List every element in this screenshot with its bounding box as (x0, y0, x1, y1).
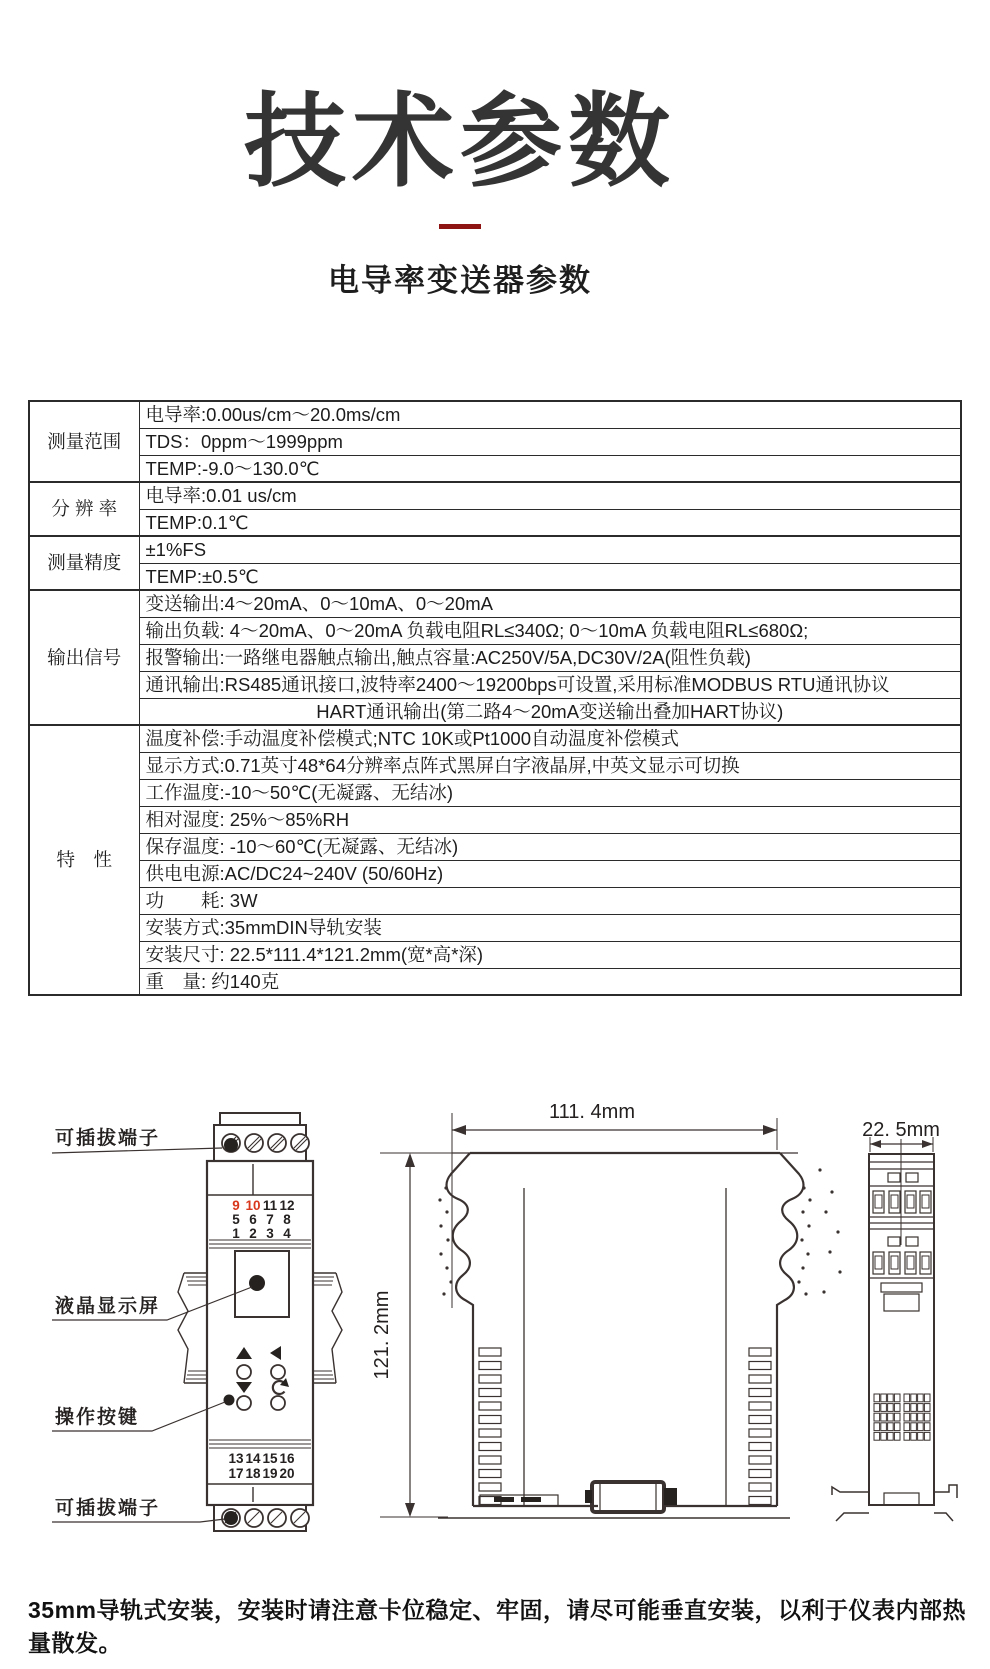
terminal-number: 13 (228, 1451, 244, 1466)
spec-value: 相对湿度: 25%～85%RH (139, 806, 961, 833)
spec-value: ±1%FS (139, 536, 961, 563)
spec-row (29, 455, 961, 482)
spec-value: TEMP:±0.5℃ (139, 563, 961, 590)
lcd-callout-dot (249, 1275, 265, 1291)
vent-slots-right (749, 1348, 771, 1505)
spec-row (29, 887, 961, 914)
spec-value: 保存温度: -10～60℃(无凝露、无结冰) (139, 833, 961, 860)
terminal-number: 19 (262, 1466, 278, 1481)
terminal-number-panel-bottom (228, 1451, 295, 1481)
spec-value: 报警输出:一路继电器触点输出,触点容量:AC250V/5A,DC30V/2A(阻性负载) (139, 644, 961, 671)
top-callout-dot (224, 1138, 238, 1152)
title-accent-dash (439, 224, 481, 229)
buttons-callout-dot (224, 1395, 235, 1406)
spec-row (29, 509, 961, 536)
spec-row (29, 482, 961, 509)
din-rail-right (313, 1273, 342, 1383)
spec-row (29, 752, 961, 779)
spec-value: HART通讯输出(第二路4～20mA变送输出叠加HART协议) (139, 698, 961, 725)
terminal-number: 7 (266, 1212, 274, 1227)
spec-value: 输出负载: 4～20mA、0～20mA 负载电阻RL≤340Ω; 0～10mA 负载电阻RL≤680Ω; (139, 617, 961, 644)
terminal-number: 5 (232, 1212, 240, 1227)
spec-value: 功 耗: 3W (139, 887, 961, 914)
spec-row (29, 725, 961, 752)
spec-value: 安装方式:35mmDIN导轨安装 (139, 914, 961, 941)
front-view (52, 1113, 342, 1531)
terminal-number: 3 (266, 1226, 274, 1241)
side-view (371, 1101, 842, 1518)
spec-value: TDS：0ppm～1999ppm (139, 428, 961, 455)
spec-value: 电导率:0.00us/cm～20.0ms/cm (139, 401, 961, 428)
terminal-number: 10 (245, 1198, 261, 1213)
spec-group-label: 特 性 (29, 725, 139, 995)
spec-value: TEMP:0.1℃ (139, 509, 961, 536)
terminal-number: 14 (245, 1451, 261, 1466)
hatch-speckles (438, 1168, 841, 1295)
callout-lcd-label: 液晶显示屏 (55, 1296, 161, 1317)
rail-claw-left (447, 1153, 473, 1506)
installation-drawings (0, 1040, 990, 1640)
callout-bottom-leader (52, 1519, 225, 1522)
page-title: 技术参数 (244, 85, 676, 199)
height-dimension-label: 121. 2mm (371, 1290, 393, 1380)
spec-value: 工作温度:-10～50℃(无凝露、无结冰) (139, 779, 961, 806)
rail-claw-right (777, 1153, 803, 1506)
spec-row (29, 644, 961, 671)
spec-group-label: 测量范围 (29, 401, 139, 482)
spec-row (29, 941, 961, 968)
spec-value: 温度补偿:手动温度补偿模式;NTC 10K或Pt1000自动温度补偿模式 (139, 725, 961, 752)
page-header (0, 0, 920, 300)
spec-row (29, 860, 961, 887)
callout-buttons-label: 操作按键 (55, 1407, 140, 1428)
terminal-number: 16 (279, 1451, 295, 1466)
terminal-number: 15 (262, 1451, 278, 1466)
terminal-number: 12 (279, 1198, 295, 1213)
spec-row (29, 779, 961, 806)
spec-row (29, 590, 961, 617)
terminal-number: 8 (283, 1212, 291, 1227)
spec-value: 安装尺寸: 22.5*111.4*121.2mm(宽*高*深) (139, 941, 961, 968)
spec-value: 显示方式:0.71英寸48*64分辨率点阵式黑屏白字液晶屏,中英文显示可切换 (139, 752, 961, 779)
spec-row (29, 563, 961, 590)
callout-bottom-terminal-label: 可插拔端子 (55, 1498, 161, 1519)
spec-value: 通讯输出:RS485通讯接口,波特率2400～19200bps可设置,采用标准MODBUS RTU通讯协议 (139, 671, 961, 698)
footer-note: 35mm导轨式安装，安装时请注意卡位稳定、牢固，请尽可能垂直安装，以利于仪表内部热量散发。 (28, 1597, 966, 1656)
terminal-number: 11 (262, 1198, 278, 1213)
section-subtitle: 电导率变送器参数 (328, 263, 592, 299)
din-rail-left (178, 1273, 207, 1383)
terminal-number: 6 (249, 1212, 257, 1227)
spec-row (29, 806, 961, 833)
spec-row (29, 914, 961, 941)
spec-value: 供电电源:AC/DC24~240V (50/60Hz) (139, 860, 961, 887)
bottom-callout-dot (224, 1511, 238, 1525)
terminal-number: 17 (228, 1466, 244, 1481)
spec-value: TEMP:-9.0～130.0℃ (139, 455, 961, 482)
spec-row (29, 833, 961, 860)
spec-row (29, 617, 961, 644)
spec-row (29, 671, 961, 698)
spec-value: 重 量: 约140克 (139, 968, 961, 995)
spec-row (29, 968, 961, 995)
spec-value: 变送输出:4～20mA、0～10mA、0～20mA (139, 590, 961, 617)
spec-value: 电导率:0.01 us/cm (139, 482, 961, 509)
width-dimension-label: 111. 4mm (549, 1101, 635, 1123)
callout-top-terminal-label: 可插拔端子 (55, 1128, 161, 1149)
terminal-number: 9 (232, 1198, 240, 1213)
vent-slots-left (479, 1348, 501, 1505)
terminal-number: 1 (232, 1226, 240, 1241)
top-terminal-cap (220, 1113, 300, 1125)
spec-row (29, 698, 961, 725)
bottom-connector (592, 1482, 664, 1512)
spec-group-label: 测量精度 (29, 536, 139, 590)
terminal-number: 4 (283, 1226, 291, 1241)
spec-row (29, 536, 961, 563)
terminal-number: 2 (249, 1226, 257, 1241)
spec-row (29, 401, 961, 428)
depth-dimension-label: 22. 5mm (862, 1119, 940, 1141)
spec-group-label: 输出信号 (29, 590, 139, 725)
terminal-number: 18 (245, 1466, 261, 1481)
end-view (832, 1119, 957, 1521)
terminal-number: 20 (279, 1466, 295, 1481)
spec-row (29, 428, 961, 455)
spec-table (28, 400, 962, 996)
spec-group-label: 分 辨 率 (29, 482, 139, 536)
